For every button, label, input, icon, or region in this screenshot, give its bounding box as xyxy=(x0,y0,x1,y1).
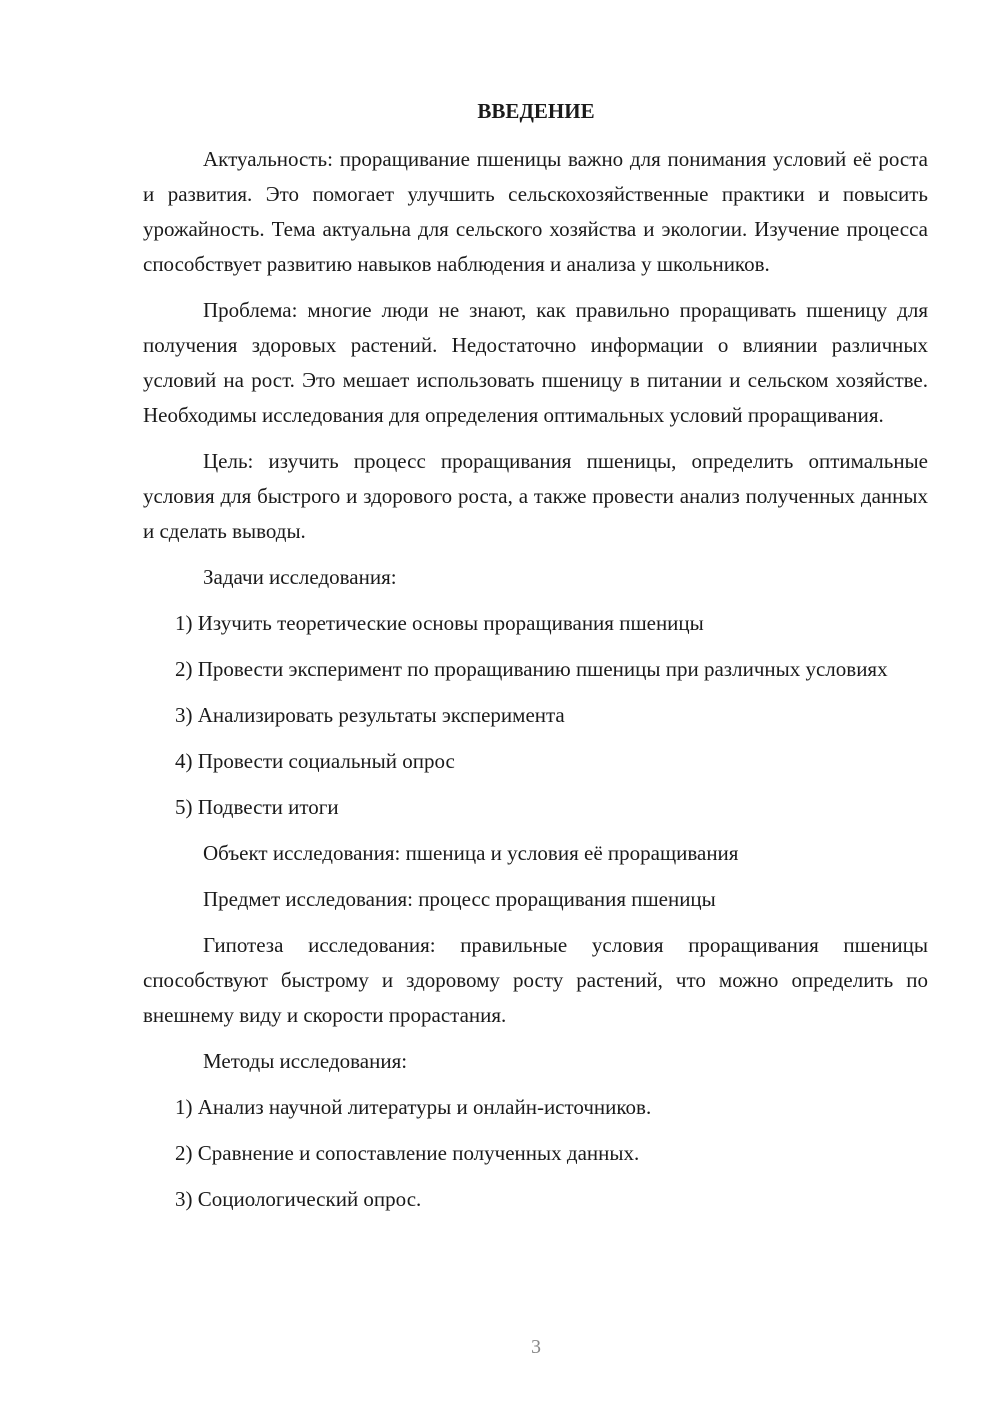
section-body xyxy=(143,142,928,1217)
page-number: 3 xyxy=(531,1336,541,1358)
methods-heading: Методы исследования: xyxy=(203,1049,408,1073)
paragraph-problem: Проблема: многие люди не знают, как правильно проращивать пшеницу для получения здоровых растений. Недостаточно информации о влиянии различных условий на рост. Это мешает использовать пшеницу в питании и сельском хозяйстве. Необходимы исследования для определения оптимальных условий проращивания. xyxy=(143,298,928,427)
method-item: 2) Сравнение и сопоставление полученных данных. xyxy=(175,1141,640,1165)
section-title: ВВЕДЕНИЕ xyxy=(477,99,595,123)
task-item: 2) Провести эксперимент по проращиванию пшеницы при различных условиях xyxy=(175,657,888,681)
paragraph-relevance: Актуальность: проращивание пшеницы важно для понимания условий её роста и развития. Это помогает улучшить сельскохозяйственные практики и повысить урожайность. Тема актуальна для сельского хозяйства и экологии. Изучение процесса способствует развитию навыков наблюдения и анализа у школьников. xyxy=(143,147,928,276)
task-item: 4) Провести социальный опрос xyxy=(175,749,455,773)
paragraph-subject: Предмет исследования: процесс проращивания пшеницы xyxy=(203,887,716,911)
task-item: 1) Изучить теоретические основы проращивания пшеницы xyxy=(175,611,704,635)
method-item: 1) Анализ научной литературы и онлайн-источников. xyxy=(175,1095,652,1119)
tasks-heading: Задачи исследования: xyxy=(203,565,397,589)
task-item: 5) Подвести итоги xyxy=(175,795,339,819)
task-item: 3) Анализировать результаты эксперимента xyxy=(175,703,565,727)
paragraph-hypothesis: Гипотеза исследования: правильные условия проращивания пшеницы способствуют быстрому и здоровому росту растений, что можно определить по внешнему виду и скорости прорастания. xyxy=(143,933,928,1027)
paragraph-goal: Цель: изучить процесс проращивания пшеницы, определить оптимальные условия для быстрого и здорового роста, а также провести анализ полученных данных и сделать выводы. xyxy=(143,449,928,543)
method-item: 3) Социологический опрос. xyxy=(175,1187,422,1211)
paragraph-object: Объект исследования: пшеница и условия её проращивания xyxy=(203,841,739,865)
